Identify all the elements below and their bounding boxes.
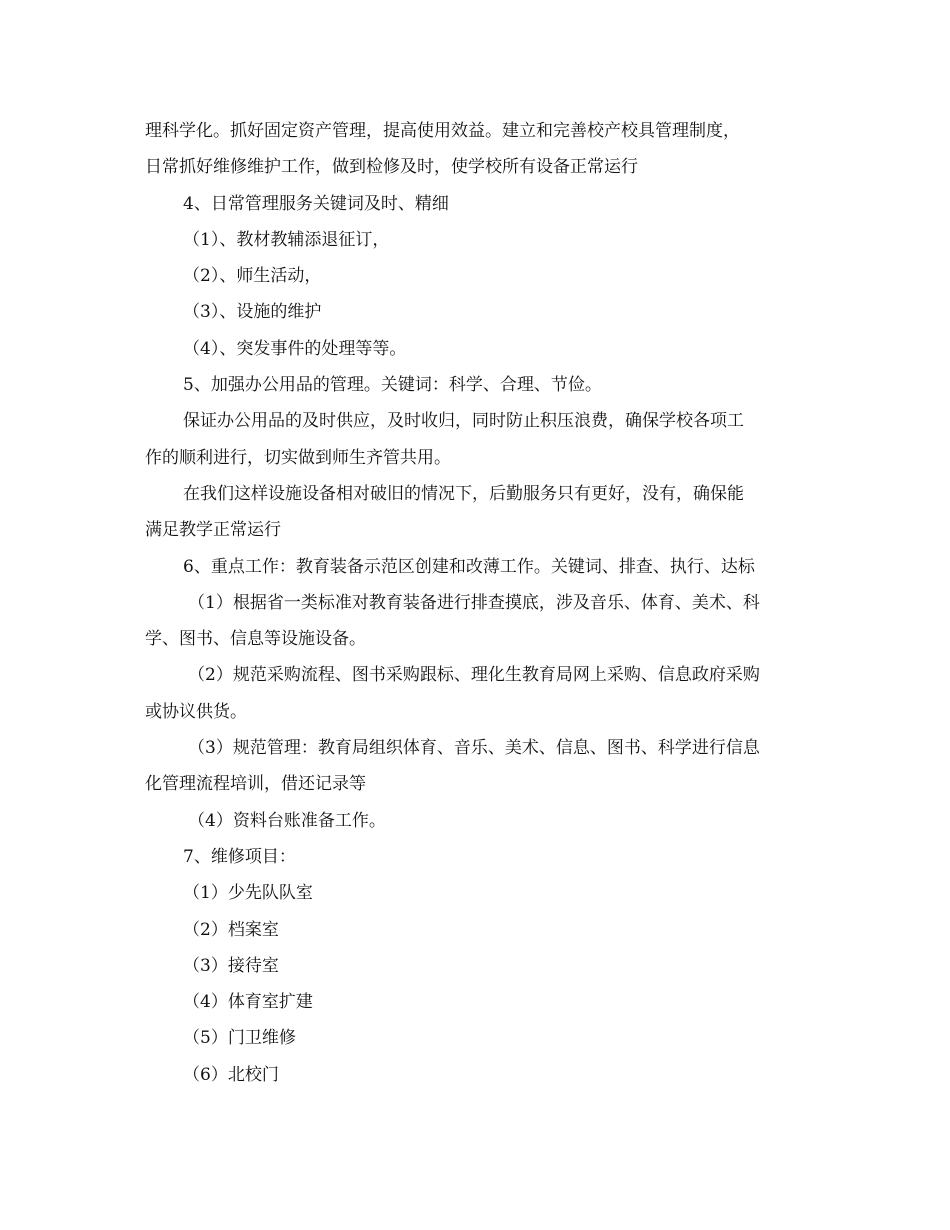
paragraph-line: 作的顺利进行，切实做到师生齐管共用。 bbox=[145, 447, 451, 468]
list-item: （5）门卫维修 bbox=[183, 1028, 296, 1049]
paragraph-line: 学、图书、信息等设施设备。 bbox=[145, 629, 366, 650]
list-item: （6）北校门 bbox=[183, 1064, 279, 1085]
list-item: （3）、设施的维护 bbox=[183, 302, 322, 323]
section-heading-6: 6、重点工作：教育装备示范区创建和改薄工作。关键词、排查、执行、达标 bbox=[183, 556, 755, 577]
paragraph-line: 化管理流程培训，借还记录等 bbox=[145, 774, 366, 795]
list-item: （2）规范采购流程、图书采购跟标、理化生教育局网上采购、信息政府采购 bbox=[188, 665, 760, 686]
list-item: （1）根据省一类标准对教育装备进行排查摸底，涉及音乐、体育、美术、科 bbox=[188, 592, 760, 613]
list-item: （3）规范管理：教育局组织体育、音乐、美术、信息、图书、科学进行信息 bbox=[188, 738, 760, 759]
document-body bbox=[145, 113, 810, 1093]
paragraph-line: 满足教学正常运行 bbox=[145, 520, 281, 541]
paragraph-line: 在我们这样设施设备相对破旧的情况下，后勤服务只有更好，没有，确保能 bbox=[183, 483, 744, 504]
paragraph-line: 保证办公用品的及时供应，及时收归，同时防止积压浪费，确保学校各项工 bbox=[183, 411, 744, 432]
paragraph-line: 日常抓好维修维护工作，做到检修及时，使学校所有设备正常运行 bbox=[145, 157, 638, 178]
section-heading-5: 5、加强办公用品的管理。关键词：科学、合理、节俭。 bbox=[183, 375, 602, 396]
list-item: （3）接待室 bbox=[183, 955, 279, 976]
list-item: （2）、师生活动， bbox=[183, 266, 322, 287]
list-item: （1）少先队队室 bbox=[183, 883, 313, 904]
list-item: （2）档案室 bbox=[183, 919, 279, 940]
paragraph-line: 理科学化。抓好固定资产管理，提高使用效益。建立和完善校产校具管理制度， bbox=[145, 121, 740, 141]
list-item: （1）、教材教辅添退征订， bbox=[183, 229, 390, 250]
paragraph-line: 或协议供货。 bbox=[145, 701, 247, 722]
section-heading-7: 7、维修项目： bbox=[183, 846, 296, 867]
list-item: （4）、突发事件的处理等等。 bbox=[183, 338, 407, 359]
list-item: （4）资料台账准备工作。 bbox=[188, 810, 386, 831]
list-item: （4）体育室扩建 bbox=[183, 992, 313, 1013]
section-heading-4: 4、日常管理服务关键词及时、精细 bbox=[183, 193, 449, 214]
